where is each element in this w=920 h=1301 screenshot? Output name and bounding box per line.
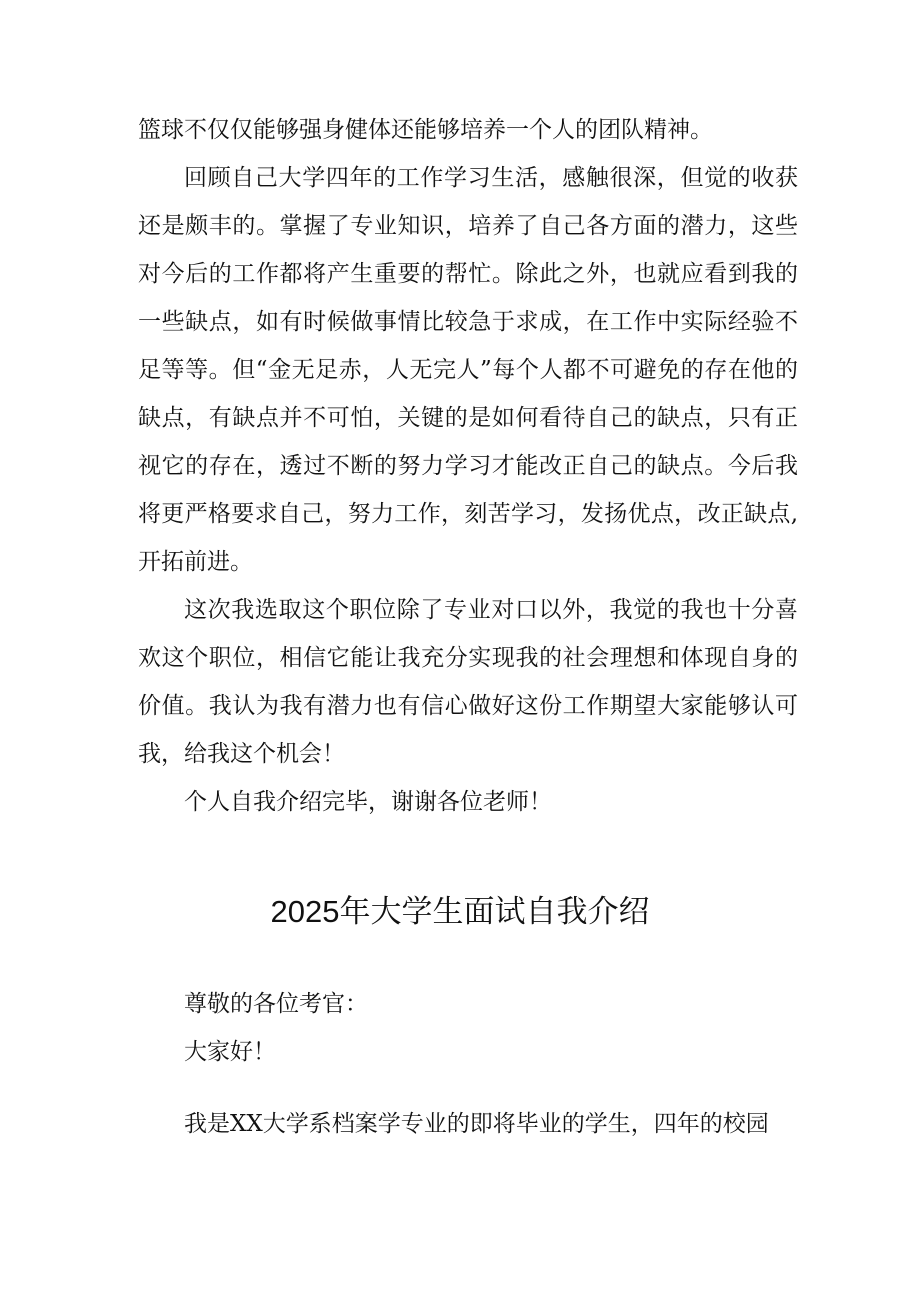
section-title: 2025年大学生面试自我介绍: [270, 894, 650, 929]
paragraph-intro: 我是XX大学系档案学专业的即将毕业的学生，四年的校园: [184, 1111, 769, 1137]
paragraph-position-choice: 这次我选取这个职位除了专业对口以外，我觉的我也十分喜欢这个职位，相信它能让我充分实现我的社会理想和体现自身的价值。我认为我有潜力也有信心做好这份工作期望大家能够认可我，给我这个机会！: [138, 597, 798, 767]
paragraph-closing: 个人自我介绍完毕，谢谢各位老师！: [184, 789, 552, 815]
paragraph-basketball: 篮球不仅仅能够强身健体还能够培养一个人的团队精神。: [138, 117, 713, 143]
greeting-examiners: 尊敬的各位考官：: [184, 991, 368, 1017]
paragraph-review: 回顾自己大学四年的工作学习生活，感触很深，但觉的收获还是颇丰的。掌握了专业知识，培养了自己各方面的潜力，这些对今后的工作都将产生重要的帮忙。除此之外，也就应看到我的一些缺点，如有时候做事情比较急于求成，在工作中实际经验不足等等。但“金无足赤，人无完人”每个人都不可避免的存在他的缺点，有缺点并不可怕，关键的是如何看待自己的缺点，只有正视它的存在，透过不断的努力学习才能改正自己的缺点。今后我将更严格要求自己，努力工作，刻苦学习，发扬优点，改正缺点,开拓前进。: [138, 165, 798, 575]
greeting-everyone: 大家好！: [184, 1039, 276, 1065]
